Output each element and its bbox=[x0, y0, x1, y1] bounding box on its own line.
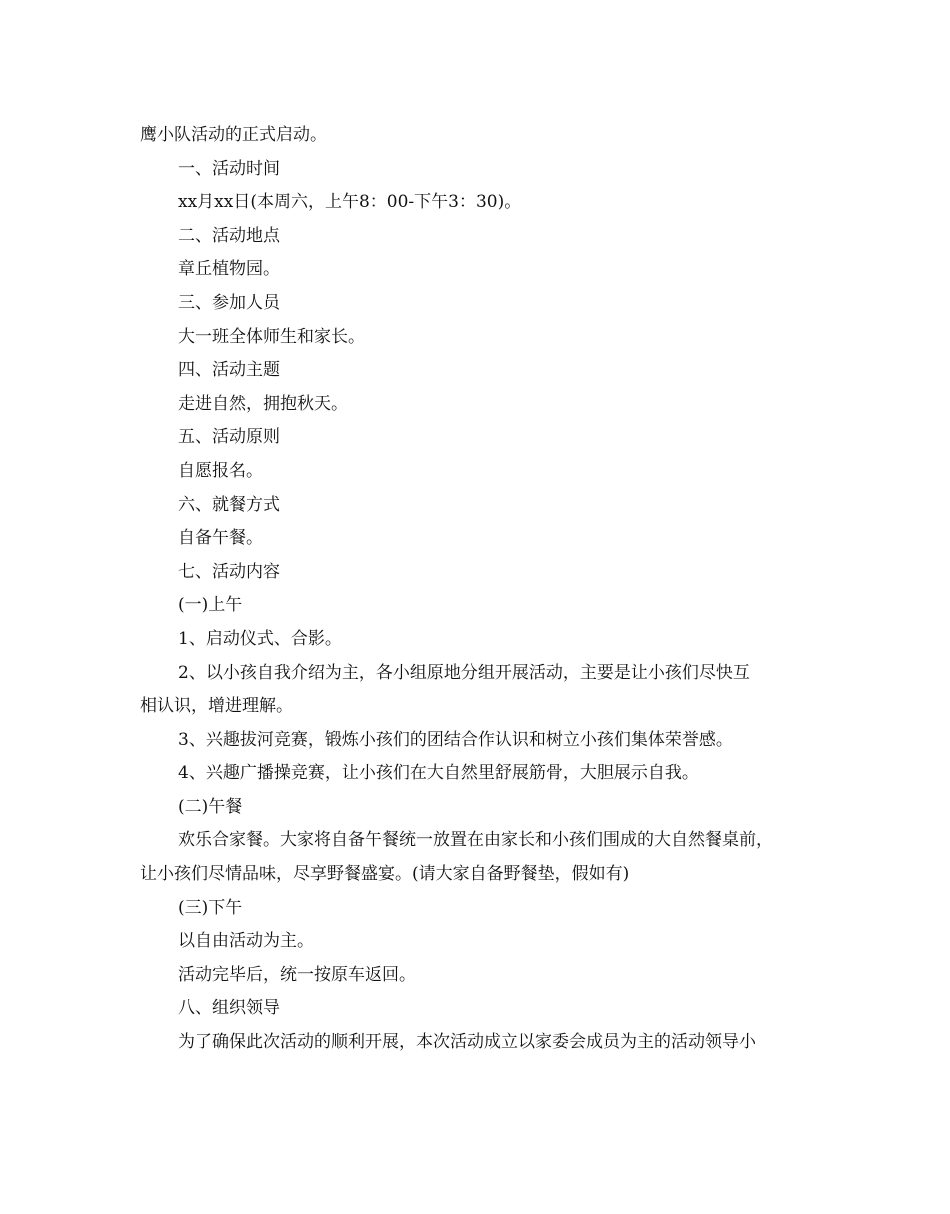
paragraph-line: 章丘植物园。 bbox=[178, 259, 280, 280]
paragraph-line: 走进自然，拥抱秋天。 bbox=[178, 393, 348, 414]
section-heading-principle: 五、活动原则 bbox=[178, 427, 280, 448]
paragraph-line: 鹰小队活动的正式启动。 bbox=[140, 125, 327, 145]
section-heading-participants: 三、参加人员 bbox=[178, 292, 280, 313]
paragraph-continuation: 让小孩们尽情品味，尽享野餐盛宴。(请大家自备野餐垫，假如有) bbox=[140, 864, 630, 885]
paragraph-line: 为了确保此次活动的顺利开展，本次活动成立以家委会成员为主的活动领导小 bbox=[178, 1032, 756, 1053]
paragraph-line: 活动完毕后，统一按原车返回。 bbox=[178, 964, 416, 985]
section-heading-location: 二、活动地点 bbox=[178, 225, 280, 246]
section-heading-content: 七、活动内容 bbox=[178, 561, 280, 582]
subsection-heading-morning: (一)上午 bbox=[178, 595, 243, 616]
section-heading-leadership: 八、组织领导 bbox=[178, 998, 280, 1019]
paragraph-line: 大一班全体师生和家长。 bbox=[178, 326, 365, 347]
paragraph-line: xx月xx日(本周六，上午8：00-下午3：30)。 bbox=[178, 192, 522, 213]
paragraph-line: 以自由活动为主。 bbox=[178, 931, 314, 952]
list-item: 4、兴趣广播操竞赛，让小孩们在大自然里舒展筋骨，大胆展示自我。 bbox=[178, 763, 699, 784]
paragraph-line: 自愿报名。 bbox=[178, 460, 263, 481]
section-heading-dining: 六、就餐方式 bbox=[178, 494, 280, 515]
list-item: 1、启动仪式、合影。 bbox=[178, 628, 342, 649]
section-heading-theme: 四、活动主题 bbox=[178, 360, 280, 381]
list-item: 2、以小孩自我介绍为主，各小组原地分组开展活动，主要是让小孩们尽快互 bbox=[178, 662, 750, 683]
list-item-continuation: 相认识，增进理解。 bbox=[140, 696, 293, 717]
document-body bbox=[140, 119, 830, 1060]
paragraph-line: 欢乐合家餐。大家将自备午餐统一放置在由家长和小孩们围成的大自然餐桌前， bbox=[178, 830, 773, 851]
paragraph-line: 自备午餐。 bbox=[178, 528, 263, 549]
subsection-heading-lunch: (二)午餐 bbox=[178, 796, 243, 817]
subsection-heading-afternoon: (三)下午 bbox=[178, 897, 243, 918]
list-item: 3、兴趣拔河竞赛，锻炼小孩们的团结合作认识和树立小孩们集体荣誉感。 bbox=[178, 729, 733, 750]
section-heading-time: 一、活动时间 bbox=[178, 158, 280, 179]
